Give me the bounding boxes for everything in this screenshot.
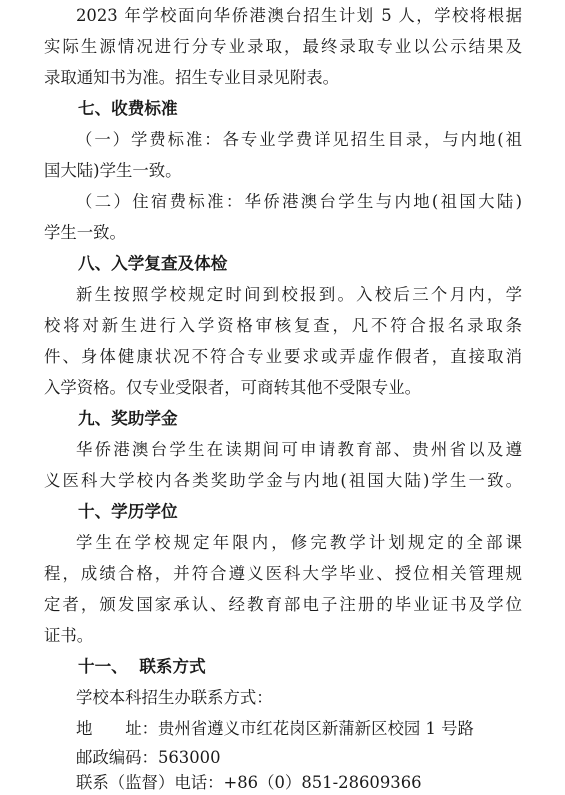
contact-address-value: 贵州省遵义市红花岗区新蒲新区校园 1 号路 — [158, 719, 474, 738]
degree-line-3: 定者，颁发国家承认、经教育部电子注册的毕业证书及学位 — [44, 595, 522, 614]
recheck-line-4: 入学资格。仅专业受限者，可商转其他不受限专业。 — [44, 378, 421, 397]
degree-line-4: 证书。 — [44, 626, 94, 645]
section-heading-contact: 十一、 联系方式 — [78, 657, 206, 676]
contact-phone-row — [76, 771, 522, 792]
contact-phone-label: 联系（监督）电话： — [76, 773, 224, 792]
contact-postcode-row — [76, 746, 522, 770]
section-heading-degree: 十、学历学位 — [78, 502, 178, 521]
fees-item2-line-1: （二）住宿费标准：华侨港澳台学生与内地(祖国大陆) — [76, 192, 522, 211]
section-heading-recheck: 八、入学复查及体检 — [78, 254, 228, 273]
contact-intro: 学校本科招生办联系方式： — [76, 688, 273, 707]
scholarship-line-1: 华侨港澳台学生在读期间可申请教育部、贵州省以及遵 — [76, 440, 522, 459]
degree-line-1: 学生在学校规定年限内，修完教学计划规定的全部课 — [76, 533, 522, 552]
section-heading-scholarship: 九、奖助学金 — [78, 409, 178, 428]
intro-line-2: 实际生源情况进行分专业录取，最终录取专业以公示结果及 — [44, 37, 522, 56]
contact-phone-value: +86（0）851-28609366 — [223, 773, 422, 792]
intro-line-1: 2023 年学校面向华侨港澳台招生计划 5 人，学校将根据 — [76, 6, 522, 25]
fees-item2-line-2: 学生一致。 — [44, 223, 126, 242]
contact-postcode-value: 563000 — [157, 748, 221, 767]
recheck-line-3: 件、身体健康状况不符合专业要求或弄虚作假者，直接取消 — [44, 347, 522, 366]
contact-address-label-part-2: 址： — [125, 719, 158, 738]
recheck-line-2: 校将对新生进行入学资格审核复查，凡不符合报名录取条 — [44, 316, 522, 335]
degree-line-2: 程，成绩合格，并符合遵义医科大学毕业、授位相关管理规 — [44, 564, 522, 583]
contact-postcode-label: 邮政编码： — [76, 748, 158, 767]
scholarship-line-2: 义医科大学校内各类奖助学金与内地(祖国大陆)学生一致。 — [44, 471, 522, 490]
fees-item1-line-2: 国大陆)学生一致。 — [44, 161, 182, 180]
contact-address-label-part-1: 地 — [76, 719, 93, 738]
contact-address-label — [76, 717, 158, 741]
contact-address-row — [76, 717, 522, 741]
fees-item1-line-1: （一）学费标准：各专业学费详见招生目录，与内地(祖 — [76, 130, 522, 149]
intro-line-3: 录取通知书为准。招生专业目录见附表。 — [44, 68, 340, 87]
recheck-line-1: 新生按照学校规定时间到校报到。入校后三个月内，学 — [76, 285, 522, 304]
section-heading-fees: 七、收费标准 — [78, 99, 178, 118]
